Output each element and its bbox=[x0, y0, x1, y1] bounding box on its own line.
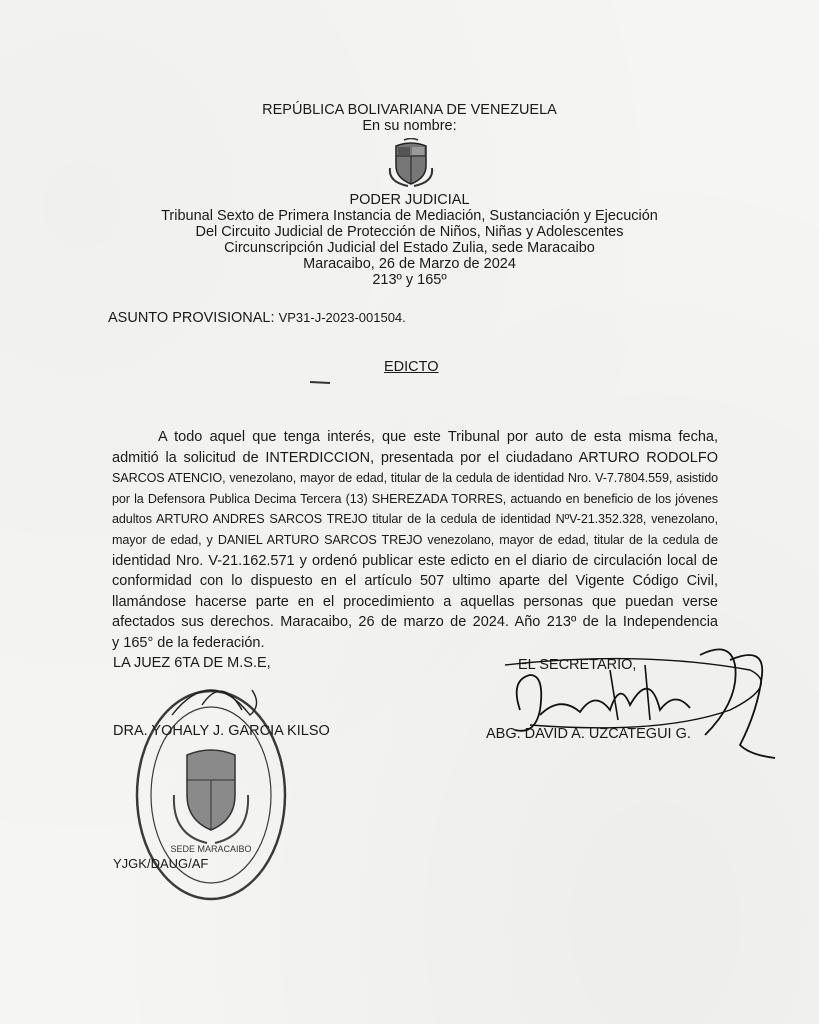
header-judicial bbox=[0, 192, 819, 288]
body-line: conformidad con lo dispuesto en el artículo 507 ultimo aparte del Vigente Código Civil, bbox=[112, 573, 718, 590]
judge-title: LA JUEZ 6TA DE M.S.E, bbox=[113, 655, 271, 671]
edict-body bbox=[112, 427, 718, 654]
body-line: admitió la solicitud de INTERDICCION, presentada por el ciudadano ARTURO RODOLFO bbox=[112, 449, 718, 466]
body-line: llamándose hacerse parte en el procedimiento a aquellas personas que puedan verse bbox=[112, 593, 718, 610]
body-line: A todo aquel que tenga interés, que este Tribunal por auto de esta misma fecha, bbox=[158, 429, 718, 445]
body-line: adultos ARTURO ANDRES SARCOS TREJO titular de la cedula de identidad NºV-21.352.328, venezolano, bbox=[112, 512, 718, 527]
body-line: afectados sus derechos. Maracaibo, 26 de marzo de 2024. Año 213º de la Independencia bbox=[112, 614, 718, 631]
body-line: y 165° de la federación. bbox=[112, 634, 265, 651]
case-number-line bbox=[108, 310, 406, 326]
tribunal-line-2: Del Circuito Judicial de Protección de Niños, Niñas y Adolescentes bbox=[195, 224, 624, 240]
body-line: identidad Nro. V-21.162.571 y ordenó publicar este edicto en el diario de circulación local de bbox=[112, 552, 718, 569]
body-line: SARCOS ATENCIO, venezolano, mayor de edad, titular de la cedula de identidad Nro. V-7.7804.559, asistido bbox=[112, 471, 718, 486]
secretary-signature bbox=[500, 640, 780, 770]
body-line: por la Defensora Publica Decima Tercera (13) SHEREZADA TORRES, actuando en beneficio de los jóvenes bbox=[112, 491, 718, 506]
stamp-text: SEDE MARACAIBO bbox=[170, 844, 252, 854]
ink-speck-icon bbox=[308, 378, 332, 386]
branch-name: PODER JUDICIAL bbox=[349, 192, 470, 208]
secretary-name: ABG. DAVID A. UZCATEGUI G. bbox=[486, 726, 691, 742]
case-number: VP31-J-2023-001504. bbox=[278, 310, 406, 325]
initials-line: YJGK/DAUG/AF bbox=[113, 856, 209, 871]
country-name: REPÚBLICA BOLIVARIANA DE VENEZUELA bbox=[262, 102, 557, 118]
body-line: mayor de edad, y DANIEL ARTURO SARCOS TREJO venezolano, mayor de edad, titular de la cedula de bbox=[112, 532, 718, 547]
tribunal-line-1: Tribunal Sexto de Primera Instancia de Mediación, Sustanciación y Ejecución bbox=[161, 208, 658, 224]
tribunal-line-3: Circunscripción Judicial del Estado Zulia, sede Maracaibo bbox=[224, 240, 595, 256]
case-label: ASUNTO PROVISIONAL: bbox=[108, 310, 275, 326]
header-date: Maracaibo, 26 de Marzo de 2024 bbox=[303, 256, 516, 272]
court-stamp bbox=[132, 685, 290, 905]
document-title: EDICTO bbox=[384, 359, 439, 375]
judge-name: DRA. YOHALY J. GARCIA KILSO bbox=[113, 723, 330, 739]
header-years: 213º y 165º bbox=[372, 272, 447, 288]
coat-of-arms-icon bbox=[386, 138, 436, 188]
secretary-title: EL SECRETARIO, bbox=[518, 657, 637, 673]
in-name-line: En su nombre: bbox=[362, 118, 457, 134]
header-country bbox=[0, 102, 819, 134]
